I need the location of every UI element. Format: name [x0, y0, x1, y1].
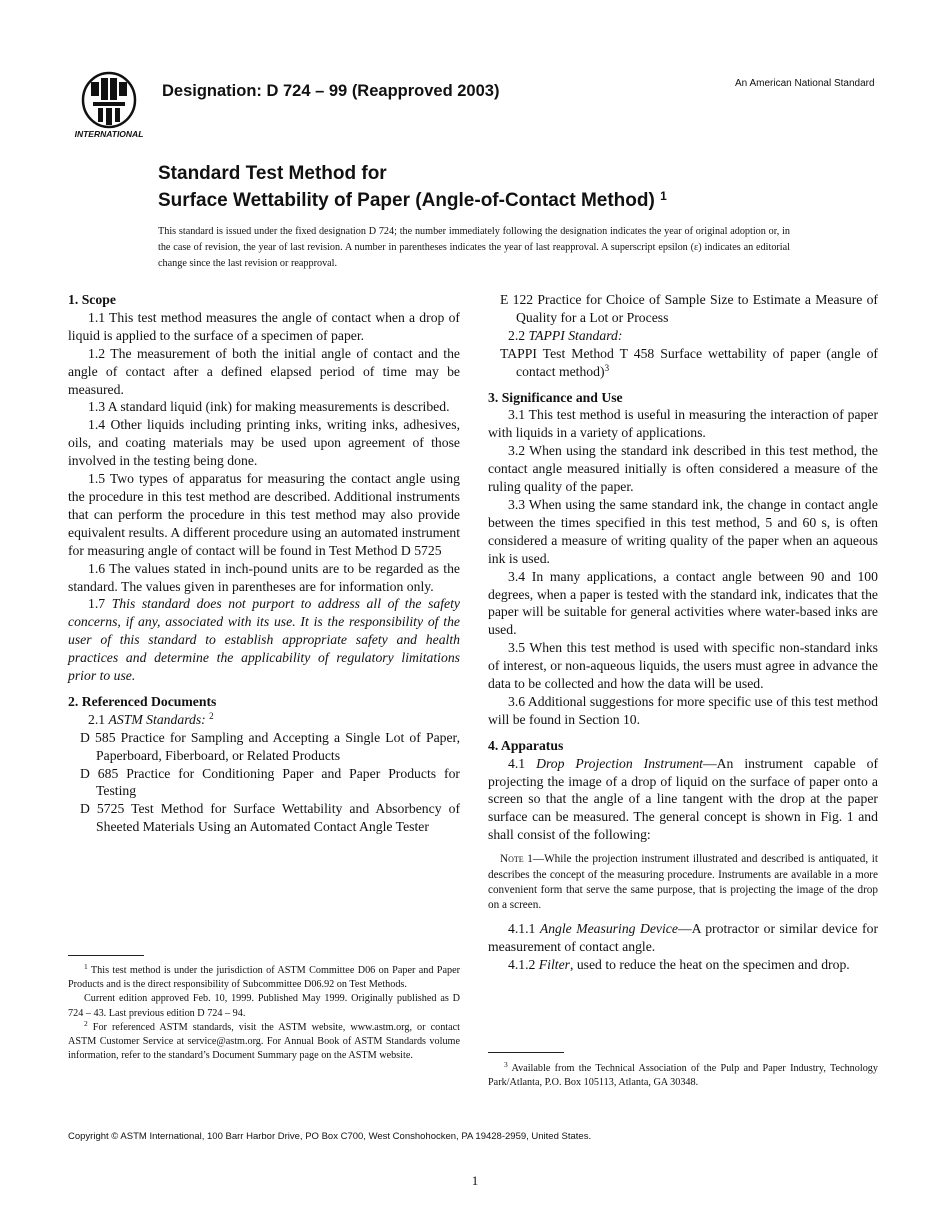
title-line-2 [158, 185, 898, 212]
footnote-mark-2: 2 [209, 710, 214, 721]
logo-text: INTERNATIONAL [74, 129, 144, 139]
astm-logo [68, 70, 150, 140]
paragraph-4-1 [488, 755, 878, 845]
title-footnote-mark: 1 [660, 189, 667, 203]
right-column [488, 291, 878, 974]
paragraph-1-7-text: This standard does not purport to address all of the safety concerns, if any, associated with its use. It is the responsibility of the user of this standard to establish appropriate safety and health practices and determine the applicability of regulatory limitations prior to use. [68, 596, 461, 684]
paragraph-4-1-2-term: Filter [538, 956, 570, 972]
footnote-3-mark: 3 [504, 1060, 508, 1069]
tappi-standard-label: TAPPI Standard: [528, 327, 623, 343]
document-title [158, 162, 898, 212]
paragraph-3-2: 3.2 When using the standard ink described in this test method, the contact angle measured initially is often considered a measure of the ruling quality of the paper. [488, 443, 878, 495]
paragraph-4-1-text: —An instrument capable of projecting the image of a drop of liquid on the surface of paper onto a screen so that the angle of a line tangent with the drop at the paper surface can be measured. The general concept is shown in Fig. 1 and shall consist of the following: [488, 755, 879, 843]
paragraph-1-1: 1.1 This test method measures the angle of contact when a drop of liquid is applied to the surface of a specimen of paper. [68, 309, 460, 343]
page-number: 1 [471, 1173, 479, 1188]
designation: Designation: D 724 – 99 (Reapproved 2003) [162, 82, 500, 100]
paragraph-3-6: 3.6 Additional suggestions for more specific use of this test method will be found in Section 10. [488, 693, 878, 727]
note-1 [488, 852, 878, 914]
reference-tappi-t458 [488, 345, 878, 381]
section-heading-apparatus: 4. Apparatus [488, 737, 564, 753]
title-line-2-text: Surface Wettability of Paper (Angle-of-Contact Method) [158, 190, 655, 211]
paragraph-1-3: 1.3 A standard liquid (ink) for making measurements is described. [88, 399, 450, 415]
note-1-text: 1—While the projection instrument illustrated and described is antiquated, it describes the concept of the measuring procedure. Instruments are available in a more convenient form that serve the same purpose, that is projecting the image of the drop on a screen. [488, 853, 878, 912]
paragraph-4-1-1-term: Angle Measuring Device [539, 920, 678, 936]
footnote-3-text: Available from the Technical Association of the Pulp and Paper Industry, Technology Park/Atlanta, P.O. Box 105113, Atlanta, GA 30348. [488, 1063, 878, 1089]
footnote-2-text: For referenced ASTM standards, visit the ASTM website, www.astm.org, or contact ASTM Customer Service at service@astm.org. For Annual Book of ASTM Standards volume information, refer to the standard’s Document Summary page on the ASTM website. [68, 1021, 460, 1062]
title-line-1: Standard Test Method for [158, 163, 387, 184]
footnotes-right [488, 1062, 878, 1090]
astm-logo-icon [68, 70, 150, 140]
reference-d685: D 685 Practice for Conditioning Paper and Paper Products for Testing [80, 765, 460, 799]
paragraph-1-5: 1.5 Two types of apparatus for measuring the contact angle using the procedure in this test method are described. Additional instruments that can perform the procedure in this test method may also provide equivalent results. A different procedure using an automated instrument for measuring angle of contact will be found in Test Method D 5725 [68, 471, 460, 558]
footnotes-left [68, 964, 460, 1063]
note-1-label: Note [500, 853, 524, 866]
footnote-1-mark: 1 [84, 962, 88, 971]
footnote-rule-right [488, 1052, 564, 1053]
paragraph-4-1-1-text: —A protractor or similar device for measurement of contact angle. [488, 920, 879, 954]
paragraph-1-7 [68, 595, 460, 685]
paragraph-1-2: 1.2 The measurement of both the initial angle of contact and the angle of contact after a defined elapsed period of time may be measured. [68, 345, 460, 397]
footnote-2 [68, 1018, 460, 1064]
issued-note: This standard is issued under the fixed designation D 724; the number immediately following the designation indicates the year of original adoption or, in the case of revision, the year of last revision. A number in parentheses indicates the year of last reapproval. A superscript epsilon (ε) indicates an editorial change since the last revision or reapproval. [158, 226, 790, 269]
footnote-rule-left [68, 955, 144, 956]
footnote-mark-3: 3 [604, 362, 610, 373]
reference-d585: D 585 Practice for Sampling and Accepting a Single Lot of Paper, Paperboard, Fiberboard, or Related Products [80, 729, 460, 763]
paragraph-4-1-1 [488, 920, 878, 956]
paragraph-4-1-1-number: 4.1.1 [508, 920, 540, 936]
footnote-2-mark: 2 [84, 1018, 88, 1028]
footnote-3 [488, 1062, 878, 1090]
paragraph-3-1: 3.1 This test method is useful in measuring the interaction of paper with liquids in a variety of applications. [488, 407, 878, 441]
paragraph-1-7-number: 1.7 [88, 596, 112, 612]
paragraph-3-4: 3.4 In many applications, a contact angle between 90 and 100 degrees, when a paper is tested with the standard ink, indicates that the paper will be suitable for general activities where water-based inks are used. [488, 568, 878, 638]
reference-d5725: D 5725 Test Method for Surface Wettability and Absorbency of Sheeted Materials Using an Automated Contact Angle Tester [80, 801, 460, 835]
paragraph-4-1-term: Drop Projection Instrument [536, 755, 703, 771]
reference-tappi-text: TAPPI Test Method T 458 Surface wettability of paper (angle of contact method) [500, 345, 878, 379]
paragraph-2-1-number: 2.1 [88, 711, 109, 727]
astm-standards-label: ASTM Standards: [108, 711, 206, 727]
paragraph-4-1-2-text: , used to reduce the heat on the specimen and drop. [569, 956, 850, 972]
section-heading-significance: 3. Significance and Use [488, 389, 623, 405]
paragraph-2-1 [68, 711, 460, 729]
footnote-1 [68, 964, 460, 992]
left-column [68, 291, 460, 836]
paragraph-1-6: 1.6 The values stated in inch-pound units are to be regarded as the standard. The values given in parentheses are for information only. [68, 560, 460, 594]
paragraph-4-1-2-number: 4.1.2 [508, 956, 539, 972]
section-heading-referenced-documents: 2. Referenced Documents [68, 693, 217, 709]
paragraph-1-4: 1.4 Other liquids including printing inks, writing inks, adhesives, oils, and coating materials may be used upon agreement of those involved in the testing being done. [68, 417, 460, 469]
copyright-notice: Copyright © ASTM International, 100 Barr Harbor Drive, PO Box C700, West Conshohocken, PA 19428-2959, United States. [68, 1131, 592, 1142]
section-heading-scope: 1. Scope [68, 292, 116, 307]
footnote-1-text: This test method is under the jurisdiction of ASTM Committee D06 on Paper and Paper Products and is the direct responsibility of Subcommittee D06.92 on Test Methods. [68, 965, 460, 991]
reference-e122: E 122 Practice for Choice of Sample Size to Estimate a Measure of Quality for a Lot or Process [500, 292, 878, 325]
paragraph-2-2-number: 2.2 [508, 327, 529, 343]
paragraph-3-3: 3.3 When using the same standard ink, the change in contact angle between the times specified in this test method, 5 and 60 s, is often considered a measure of writing quality of the paper when an aqueous ink is used. [488, 496, 878, 566]
paragraph-2-2 [488, 327, 878, 345]
national-standard-label: An American National Standard [735, 78, 875, 89]
paragraph-3-5: 3.5 When this test method is used with specific non-standard inks of interest, or non-aqueous liquids, the users must agree in advance the data to be collected and how the data will be used. [488, 640, 878, 692]
paragraph-4-1-2 [488, 956, 878, 974]
paragraph-4-1-number: 4.1 [508, 755, 537, 771]
footnote-1-edition: Current edition approved Feb. 10, 1999. Published May 1999. Originally published as D 724 – 43. Last previous edition D 724 – 94. [68, 993, 460, 1019]
